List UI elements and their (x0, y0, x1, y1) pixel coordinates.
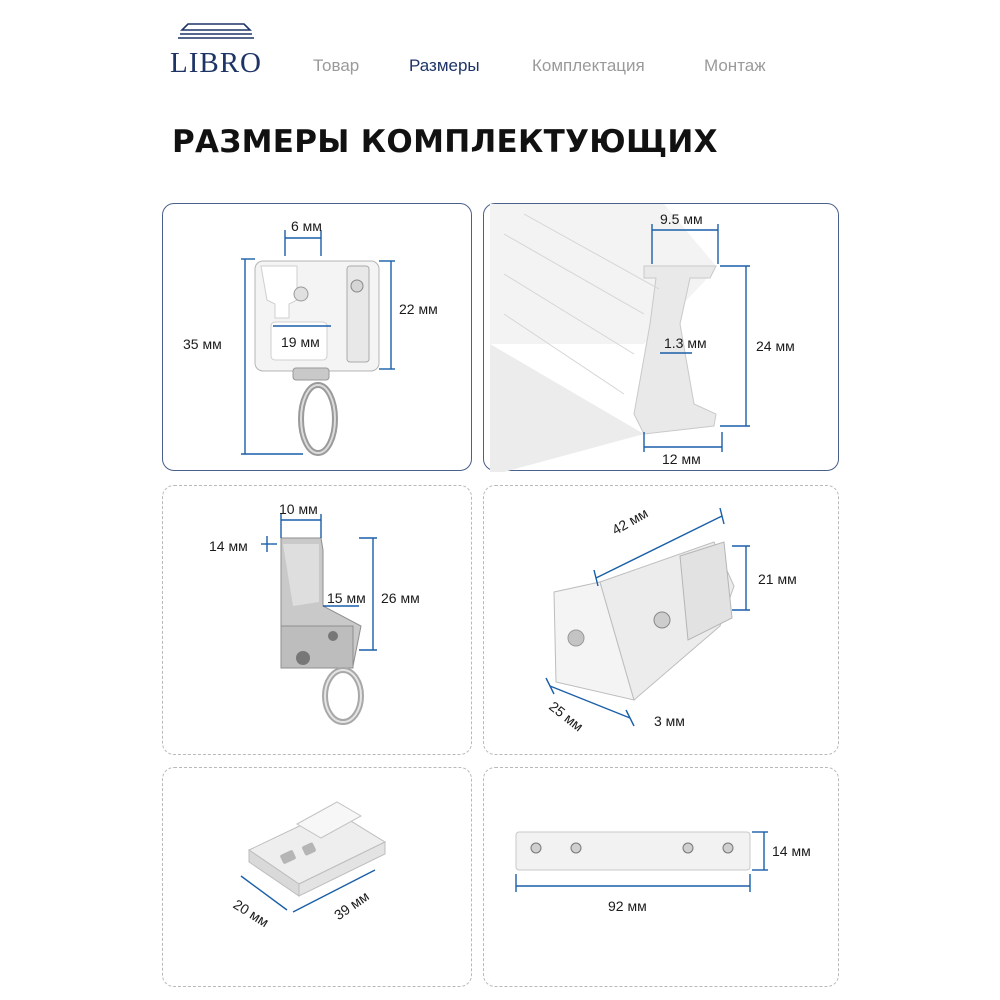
card-wall-bracket (483, 485, 839, 755)
dim-bracket-length: 42 мм (609, 504, 651, 538)
dim-bracket-base: 25 мм (546, 698, 587, 735)
ceiling-clip-illustration (163, 768, 473, 988)
nav-item-installation[interactable]: Монтаж (704, 56, 766, 75)
card-track-profile (483, 203, 839, 471)
metal-hook-illustration (163, 486, 473, 756)
dim-plate-length: 92 мм (608, 898, 647, 914)
dim-track-wall: 1.3 мм (664, 335, 707, 351)
brand-logo[interactable] (170, 20, 262, 78)
dim-hook-depth: 15 мм (327, 590, 366, 606)
dim-bracket-height: 21 мм (758, 571, 797, 587)
dim-runner-total-height: 35 мм (183, 336, 222, 352)
dim-runner-top-gap: 6 мм (291, 218, 322, 234)
dim-hook-offset: 14 мм (209, 538, 248, 554)
card-connector-plate (483, 767, 839, 987)
brand-name: LIBRO (170, 47, 262, 79)
dim-clip-width: 20 мм (230, 896, 272, 931)
dim-hook-height: 26 мм (381, 590, 420, 606)
dim-hook-width: 10 мм (279, 501, 318, 517)
card-metal-hook (162, 485, 472, 755)
nav-item-product[interactable]: Товар (313, 56, 360, 75)
page-title: РАЗМЕРЫ КОМПЛЕКТУЮЩИХ (172, 124, 718, 160)
connector-plate-illustration (484, 768, 840, 988)
card-runner-hook (162, 203, 472, 471)
dim-clip-length: 39 мм (331, 887, 372, 924)
logo-roof-icon (170, 20, 262, 50)
card-ceiling-clip (162, 767, 472, 987)
dim-track-bottom-width: 12 мм (662, 451, 701, 467)
dim-plate-height: 14 мм (772, 843, 811, 859)
dim-track-height: 24 мм (756, 338, 795, 354)
dim-runner-body-height: 22 мм (399, 301, 438, 317)
nav-item-dimensions[interactable]: Размеры (409, 56, 480, 75)
dim-bracket-thickness: 3 мм (654, 713, 685, 729)
dim-runner-width: 19 мм (281, 334, 320, 350)
nav-item-contents[interactable]: Комплектация (532, 56, 645, 75)
dim-track-top-width: 9.5 мм (660, 211, 703, 227)
